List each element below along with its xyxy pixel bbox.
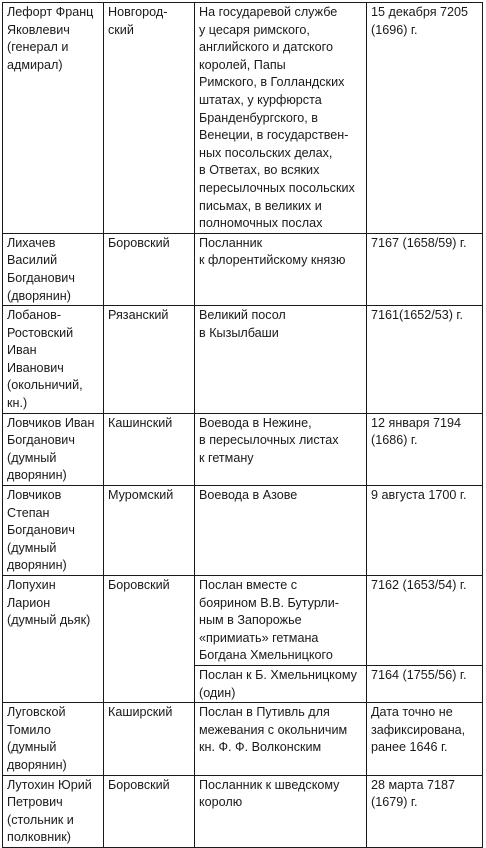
person-cell: Лопухин Ларион (думный дьяк)	[3, 576, 104, 703]
date-cell: 15 декабря 7205 (1696) г.	[367, 3, 483, 234]
person-cell: Ловчиков Степан Богданович (думный дворянин)	[3, 486, 104, 576]
service-cell: Послан в Путивль для межевания с окольничим кн. Ф. Ф. Волконским	[195, 703, 367, 775]
service-cell: Великий посол в Кызылбаши	[195, 306, 367, 414]
date-cell: 12 января 7194 (1686) г.	[367, 413, 483, 485]
person-cell: Лихачев Василий Богданович (дворянин)	[3, 233, 104, 305]
table-row	[3, 306, 483, 414]
service-cell: Посланник к шведскому королю	[195, 775, 367, 847]
officials-table	[2, 2, 483, 848]
person-cell: Луговской Томило (думный дворянин)	[3, 703, 104, 775]
service-cell: Посланник к флорентийскому князю	[195, 233, 367, 305]
district-cell: Новгород- ский	[104, 3, 195, 234]
date-cell: Дата точно не зафиксирована, ранее 1646 г.	[367, 703, 483, 775]
service-cell: Послан к Б. Хмельницкому (один)	[195, 665, 367, 702]
person-cell: Лутохин Юрий Петрович (стольник и полковник)	[3, 775, 104, 847]
date-cell: 28 марта 7187 (1679) г.	[367, 775, 483, 847]
table-row	[3, 233, 483, 305]
person-cell: Лобанов- Ростовский Иван Иванович (окольничий, кн.)	[3, 306, 104, 414]
date-cell: 7161(1652/53) г.	[367, 306, 483, 414]
date-cell: 7162 (1653/54) г.	[367, 576, 483, 666]
district-cell: Кашинский	[104, 413, 195, 485]
district-cell: Боровский	[104, 775, 195, 847]
service-cell: На государевой службе у цесаря римского, английского и датского королей, Папы Римского, в Голландских штатах, у курфюрста Бранденбургского, в Венеции, в государствен- ных посольских делах, в Ответах, во всяких пересылочных посольских письмах, в великих и полномочных послах	[195, 3, 367, 234]
table-row	[3, 486, 483, 576]
person-cell: Ловчиков Иван Богданович (думный дворянин)	[3, 413, 104, 485]
date-cell: 7164 (1755/56) г.	[367, 665, 483, 702]
district-cell: Боровский	[104, 576, 195, 703]
district-cell: Муромский	[104, 486, 195, 576]
table-row	[3, 413, 483, 485]
table-row	[3, 703, 483, 775]
service-cell: Послан вместе с боярином В.В. Бутурли- ным в Запорожье «примиать» гетмана Богдана Хмельницкого	[195, 576, 367, 666]
table-row	[3, 576, 483, 666]
date-cell: 9 августа 1700 г.	[367, 486, 483, 576]
person-cell: Лефорт Франц Яковлевич (генерал и адмирал)	[3, 3, 104, 234]
district-cell: Рязанский	[104, 306, 195, 414]
table-row	[3, 3, 483, 234]
district-cell: Каширский	[104, 703, 195, 775]
service-cell: Воевода в Нежине, в пересылочных листах к гетману	[195, 413, 367, 485]
date-cell: 7167 (1658/59) г.	[367, 233, 483, 305]
district-cell: Боровский	[104, 233, 195, 305]
service-cell: Воевода в Азове	[195, 486, 367, 576]
table-row	[3, 775, 483, 847]
